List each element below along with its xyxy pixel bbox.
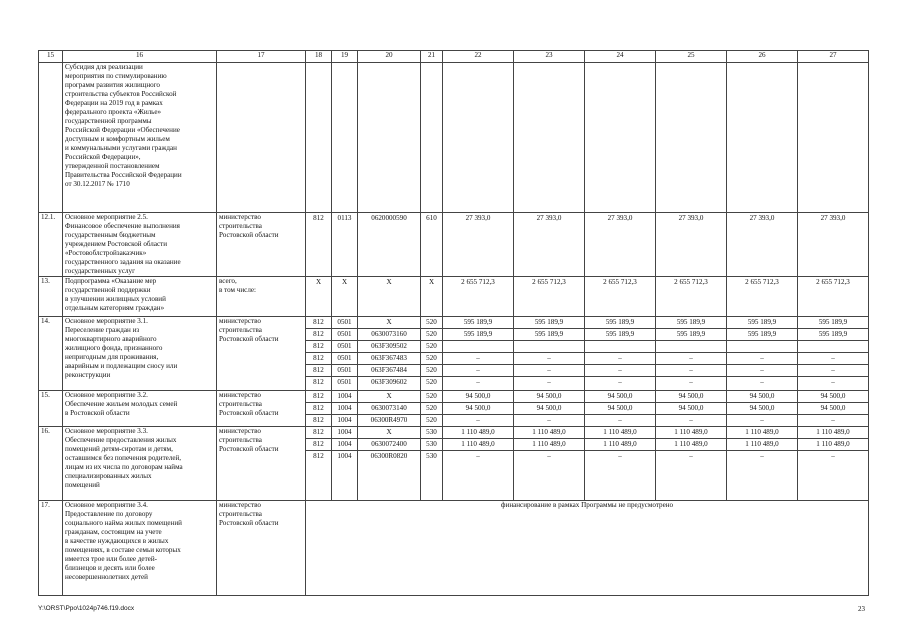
value-line: 812: [306, 341, 331, 353]
value-line: 812: [306, 427, 331, 439]
value-line: 94 500,0: [727, 391, 797, 403]
value-line: 27 393,0: [749, 214, 775, 222]
value-column-cell: [306, 213, 332, 277]
value-line: 595 189,9: [585, 317, 655, 329]
value-line: 1 110 489,0: [727, 427, 797, 439]
value-line: 812: [306, 353, 331, 365]
value-line: –: [547, 452, 551, 460]
value-column-cell: [306, 317, 332, 391]
value-line: 812: [306, 365, 331, 377]
value-line: –: [443, 365, 513, 377]
value-line: 0501: [332, 341, 357, 353]
value-line: –: [760, 452, 764, 460]
value-column-cell: [514, 427, 585, 501]
value-line: Х: [315, 278, 322, 286]
value-column-cell: [585, 317, 656, 391]
value-line: 520: [421, 353, 442, 365]
value-line: 1 110 489,0: [443, 439, 513, 451]
column-number-cell: 16: [63, 51, 217, 63]
value-column-cell: [656, 213, 727, 277]
value-line: 0501: [332, 353, 357, 365]
value-line: 1004: [332, 439, 357, 451]
value-line: 1004: [337, 452, 352, 460]
value-column-cell: [798, 391, 869, 427]
value-line: –: [831, 378, 835, 386]
value-column-cell: [358, 63, 421, 213]
value-line: 812: [306, 329, 331, 341]
value-column-cell: [585, 427, 656, 501]
value-column-cell: [656, 427, 727, 501]
value-line: [443, 341, 513, 353]
value-column-cell: [358, 277, 421, 317]
value-line: 812: [306, 391, 331, 403]
value-line: 595 189,9: [656, 317, 726, 329]
file-path-footer: Y:\ORST\Ppo\1024p746.f19.docx: [38, 605, 135, 612]
executor: министерство строительства Ростовской области: [217, 427, 306, 501]
program-row: [39, 501, 869, 596]
value-line: 530: [421, 427, 442, 439]
value-line: –: [831, 452, 835, 460]
value-column-cell: [514, 317, 585, 391]
value-line: 1 110 489,0: [656, 439, 726, 451]
value-line: 063F309502: [358, 341, 420, 353]
value-line: 94 500,0: [798, 391, 868, 403]
value-line: 812: [313, 416, 324, 424]
value-line: Х: [358, 317, 420, 329]
value-line: –: [618, 452, 622, 460]
value-line: 520: [421, 329, 442, 341]
value-line: –: [760, 378, 764, 386]
value-column-cell: [514, 63, 585, 213]
value-line: 1 110 489,0: [443, 427, 513, 439]
value-column-cell: [332, 317, 358, 391]
value-line: –: [618, 416, 622, 424]
column-number-cell: 19: [332, 51, 358, 63]
column-number-cell: 18: [306, 51, 332, 63]
program-row: [39, 213, 869, 277]
value-line: 1004: [332, 403, 357, 415]
value-column-cell: [306, 63, 332, 213]
value-line: –: [443, 353, 513, 365]
value-column-cell: [358, 427, 421, 501]
value-line: [585, 341, 655, 353]
value-line: 94 500,0: [585, 391, 655, 403]
value-line: 520: [426, 378, 437, 386]
column-number-cell: 20: [358, 51, 421, 63]
value-line: Х: [428, 278, 435, 286]
value-line: 063F309602: [371, 378, 407, 386]
value-line: 520: [421, 403, 442, 415]
column-number-cell: 22: [443, 51, 514, 63]
value-column-cell: [443, 427, 514, 501]
value-line: 2 655 712,3: [532, 278, 566, 286]
value-line: –: [727, 353, 797, 365]
page-number: 23: [858, 605, 865, 613]
column-number-cell: 25: [656, 51, 727, 63]
value-column-cell: [798, 63, 869, 213]
column-number-cell: 15: [39, 51, 63, 63]
value-column-cell: [443, 213, 514, 277]
value-line: –: [689, 378, 693, 386]
program-row: [39, 391, 869, 427]
value-line: 812: [306, 439, 331, 451]
value-column-cell: [332, 213, 358, 277]
value-line: 1 110 489,0: [798, 427, 868, 439]
value-line: 812: [306, 403, 331, 415]
value-line: 94 500,0: [514, 391, 584, 403]
value-line: 94 500,0: [514, 403, 584, 415]
value-line: 1 110 489,0: [798, 439, 868, 451]
value-line: 27 393,0: [820, 214, 846, 222]
value-line: 595 189,9: [443, 329, 513, 341]
value-column-cell: [358, 317, 421, 391]
value-column-cell: [727, 213, 798, 277]
row-number: 16.: [39, 427, 63, 501]
value-line: 1 110 489,0: [514, 439, 584, 451]
value-column-cell: [332, 391, 358, 427]
value-line: –: [656, 365, 726, 377]
value-line: 812: [313, 378, 324, 386]
value-line: –: [547, 378, 551, 386]
value-column-cell: [332, 63, 358, 213]
value-column-cell: [421, 277, 443, 317]
value-column-cell: [798, 317, 869, 391]
value-line: 812: [313, 452, 324, 460]
value-column-cell: [332, 427, 358, 501]
value-line: 27 393,0: [536, 214, 562, 222]
value-line: 530: [421, 439, 442, 451]
value-line: 2 655 712,3: [745, 278, 779, 286]
value-column-cell: [656, 277, 727, 317]
value-line: –: [514, 353, 584, 365]
value-column-cell: [514, 213, 585, 277]
value-line: 1004: [332, 391, 357, 403]
value-column-cell: [727, 277, 798, 317]
value-line: 0501: [337, 378, 352, 386]
value-line: 520: [421, 341, 442, 353]
funding-note: финансирование в рамках Программы не предусмотрено: [306, 501, 869, 596]
value-line: 0501: [332, 365, 357, 377]
value-line: 595 189,9: [514, 329, 584, 341]
value-line: 1 110 489,0: [727, 439, 797, 451]
value-line: 06300R4970: [370, 416, 408, 424]
value-column-cell: [727, 427, 798, 501]
executor: всего, в том числе:: [217, 277, 306, 317]
value-column-cell: [358, 213, 421, 277]
value-line: 94 500,0: [656, 403, 726, 415]
measure-description: Основное мероприятие 3.2. Обеспечение жильем молодых семей в Ростовской области: [63, 391, 217, 427]
value-column-cell: [421, 317, 443, 391]
program-row: [39, 427, 869, 501]
row-number: 12.1.: [39, 213, 63, 277]
value-line: 1004: [332, 427, 357, 439]
value-column-cell: [443, 63, 514, 213]
value-line: 2 655 712,3: [674, 278, 708, 286]
value-column-cell: [585, 213, 656, 277]
value-column-cell: [798, 213, 869, 277]
value-line: –: [476, 452, 480, 460]
column-number-header-row: [39, 51, 869, 63]
value-line: Х: [386, 278, 392, 286]
value-line: 520: [426, 416, 437, 424]
value-line: –: [760, 416, 764, 424]
value-line: 530: [426, 452, 437, 460]
row-number: 14.: [39, 317, 63, 391]
row-number: 13.: [39, 277, 63, 317]
value-column-cell: [656, 317, 727, 391]
value-line: 1 110 489,0: [514, 427, 584, 439]
value-line: 94 500,0: [585, 403, 655, 415]
program-row: [39, 317, 869, 391]
value-line: 0501: [332, 317, 357, 329]
program-row: [39, 63, 869, 213]
value-line: 520: [421, 317, 442, 329]
value-line: –: [618, 378, 622, 386]
value-line: –: [585, 365, 655, 377]
executor: министерство строительства Ростовской области: [217, 501, 306, 596]
value-line: 94 500,0: [443, 391, 513, 403]
value-line: 1 110 489,0: [656, 427, 726, 439]
measure-description: Основное мероприятие 3.1. Переселение граждан из многоквартирного аварийного жилищного фонда, признанного непригодным для проживания, аварийным и подлежащим сносу или реконструкции: [63, 317, 217, 391]
value-column-cell: [727, 317, 798, 391]
column-number-cell: 21: [421, 51, 443, 63]
value-line: 610: [426, 214, 437, 222]
value-column-cell: [514, 277, 585, 317]
value-column-cell: [514, 391, 585, 427]
column-number-cell: 26: [727, 51, 798, 63]
value-line: 2 655 712,3: [461, 278, 495, 286]
column-number-cell: 17: [217, 51, 306, 63]
value-line: 595 189,9: [727, 317, 797, 329]
value-line: 0630073160: [358, 329, 420, 341]
value-column-cell: [585, 391, 656, 427]
value-line: –: [798, 365, 868, 377]
measure-description: Субсидия для реализации мероприятия по стимулированию программ развития жилищного строительства субъектов Российской Федерации на 2019 год в рамках федерального проекта «Жилье» государственной программы Российской Федерации «Обеспечение доступным и комфортным жильем и коммунальными услугами граждан Российской Федерации», утвержденной постановлением Правительства Российской Федерации от 30.12.2017 № 1710: [63, 63, 217, 213]
value-column-cell: [443, 317, 514, 391]
value-column-cell: [421, 63, 443, 213]
row-number: 17.: [39, 501, 63, 596]
value-column-cell: [585, 63, 656, 213]
value-column-cell: [306, 391, 332, 427]
value-line: 595 189,9: [656, 329, 726, 341]
value-line: –: [727, 365, 797, 377]
executor: министерство строительства Ростовской области: [217, 391, 306, 427]
value-line: –: [514, 365, 584, 377]
value-line: –: [798, 353, 868, 365]
row-number: 15.: [39, 391, 63, 427]
value-column-cell: [443, 391, 514, 427]
value-line: 2 655 712,3: [603, 278, 637, 286]
value-column-cell: [727, 63, 798, 213]
value-line: 0113: [337, 214, 352, 222]
measure-description: Основное мероприятие 3.3. Обеспечение предоставления жилых помещений детям-сиротам и детям, оставшимся без попечения родителей, лицам из их числа по договорам найма специализированных жилых помещений: [63, 427, 217, 501]
value-line: 94 500,0: [798, 403, 868, 415]
value-line: 063F367484: [358, 365, 420, 377]
value-column-cell: [306, 427, 332, 501]
value-column-cell: [421, 427, 443, 501]
value-column-cell: [332, 277, 358, 317]
value-line: [656, 341, 726, 353]
column-number-cell: 27: [798, 51, 869, 63]
row-number: [39, 63, 63, 213]
measure-description: Основное мероприятие 2.5. Финансовое обеспечение выполнения государственным бюджетным учреждением Ростовской области «Ростовоблстройзаказчик» государственного задания на оказание государственных услуг: [63, 213, 217, 277]
value-column-cell: [798, 427, 869, 501]
value-line: –: [689, 416, 693, 424]
executor: министерство строительства Ростовской области: [217, 213, 306, 277]
value-line: [727, 341, 797, 353]
value-column-cell: [421, 391, 443, 427]
value-line: 0630073140: [358, 403, 420, 415]
value-line: 06300R0820: [370, 452, 408, 460]
value-line: [514, 341, 584, 353]
value-line: 0630072400: [358, 439, 420, 451]
value-line: 520: [421, 391, 442, 403]
program-row: [39, 277, 869, 317]
value-line: 595 189,9: [514, 317, 584, 329]
value-line: –: [831, 416, 835, 424]
value-line: 27 393,0: [678, 214, 704, 222]
value-column-cell: [358, 391, 421, 427]
value-line: 520: [421, 365, 442, 377]
value-line: 812: [313, 214, 324, 222]
value-column-cell: [798, 277, 869, 317]
value-line: 0501: [332, 329, 357, 341]
value-line: –: [656, 353, 726, 365]
value-line: 1004: [337, 416, 352, 424]
executor: [217, 63, 306, 213]
value-line: –: [689, 452, 693, 460]
value-line: 27 393,0: [607, 214, 633, 222]
value-line: –: [547, 416, 551, 424]
value-line: Х: [358, 427, 420, 439]
value-line: –: [476, 416, 480, 424]
value-column-cell: [727, 391, 798, 427]
value-line: –: [476, 378, 480, 386]
value-line: 595 189,9: [727, 329, 797, 341]
value-line: –: [585, 353, 655, 365]
value-column-cell: [585, 277, 656, 317]
value-column-cell: [656, 391, 727, 427]
measure-description: Подпрограмма «Оказание мер государственной поддержки в улучшении жилищных условий отдельным категориям граждан»: [63, 277, 217, 317]
value-line: 595 189,9: [798, 329, 868, 341]
value-column-cell: [421, 213, 443, 277]
value-column-cell: [656, 63, 727, 213]
value-line: 27 393,0: [465, 214, 491, 222]
value-line: 94 500,0: [656, 391, 726, 403]
value-line: 1 110 489,0: [585, 439, 655, 451]
value-line: [798, 341, 868, 353]
value-line: Х: [358, 391, 420, 403]
value-line: 812: [306, 317, 331, 329]
executor: министерство строительства Ростовской области: [217, 317, 306, 391]
budget-table: [38, 50, 869, 596]
value-line: 94 500,0: [727, 403, 797, 415]
column-number-cell: 24: [585, 51, 656, 63]
value-line: 2 655 712,3: [816, 278, 850, 286]
value-line: 0620000590: [371, 214, 407, 222]
value-line: Х: [341, 278, 348, 286]
value-line: 1 110 489,0: [585, 427, 655, 439]
value-column-cell: [443, 277, 514, 317]
value-line: 063F367483: [358, 353, 420, 365]
value-line: 94 500,0: [443, 403, 513, 415]
column-number-cell: 23: [514, 51, 585, 63]
measure-description: Основное мероприятие 3.4. Предоставление по договору социального найма жилых помещений гражданам, состоящим на учете в качестве нуждающихся в жилых помещениях, в составе семьи которых имеется трое или более детей- близнецов и десять или более несовершеннолетних детей: [63, 501, 217, 596]
value-column-cell: [306, 277, 332, 317]
value-line: 595 189,9: [798, 317, 868, 329]
value-line: 595 189,9: [585, 329, 655, 341]
value-line: 595 189,9: [443, 317, 513, 329]
